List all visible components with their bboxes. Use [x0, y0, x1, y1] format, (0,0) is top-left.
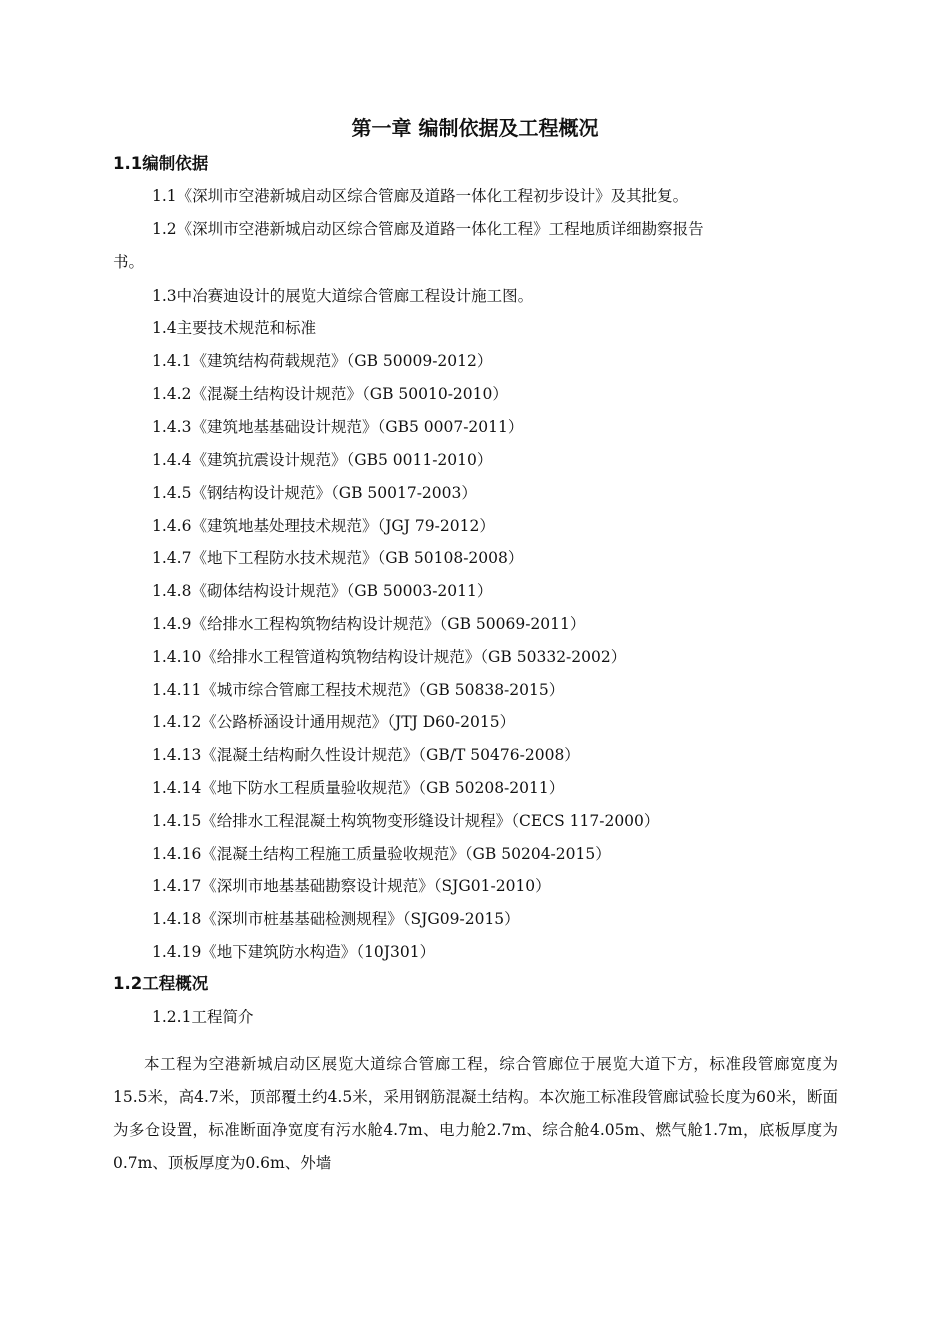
basis-item-3: 1.3中冶赛迪设计的展览大道综合管廊工程设计施工图。 [152, 287, 534, 305]
standard-item: 1.4.13《混凝土结构耐久性设计规范》（GB/T 50476-2008） [152, 746, 580, 764]
standard-item: 1.4.11《城市综合管廊工程技术规范》（GB 50838-2015） [152, 681, 565, 699]
standard-item: 1.4.16《混凝土结构工程施工质量验收规范》（GB 50204-2015） [152, 845, 611, 863]
standard-item: 1.4.2《混凝土结构设计规范》（GB 50010-2010） [152, 385, 508, 403]
standard-item: 1.4.8《砌体结构设计规范》（GB 50003-2011） [152, 582, 493, 600]
standard-item: 1.4.14《地下防水工程质量验收规范》（GB 50208-2011） [152, 779, 565, 797]
basis-item-4: 1.4主要技术规范和标准 [152, 319, 317, 337]
standard-item: 1.4.3《建筑地基基础设计规范》（GB5 0007-2011） [152, 418, 524, 436]
standard-item: 1.4.1《建筑结构荷载规范》（GB 50009-2012） [152, 352, 493, 370]
standard-item: 1.4.5《钢结构设计规范》（GB 50017-2003） [152, 484, 477, 502]
standard-item: 1.4.15《给排水工程混凝土构筑物变形缝设计规程》（CECS 117-2000） [152, 812, 660, 830]
standard-item: 1.4.19《地下建筑防水构造》（10J301） [152, 943, 436, 961]
chapter-title: 第一章 编制依据及工程概况 [351, 116, 599, 140]
basis-item-2-line-2: 书。 [113, 253, 145, 271]
standard-item: 1.4.6《建筑地基处理技术规范》（JGJ 79-2012） [152, 517, 495, 535]
project-intro-paragraph: 本工程为空港新城启动区展览大道综合管廊工程，综合管廊位于展览大道下方，标准段管廊宽度为15.5米，高4.7米，顶部覆土约4.5米，采用钢筋混凝土结构。本次施工标准段管廊试验长度为60米，断面为多仓设置，标准断面净宽度有污水舱4.7m、电力舱2.7m、综合舱4.05m、燃气舱1.7m，底板厚度为0.7m、顶板厚度为0.6m、外墙 [113, 1055, 838, 1172]
standard-item: 1.4.9《给排水工程构筑物结构设计规范》（GB 50069-2011） [152, 615, 586, 633]
standard-item: 1.4.10《给排水工程管道构筑物结构设计规范》（GB 50332-2002） [152, 648, 627, 666]
sub-heading-1-2-1: 1.2.1工程简介 [152, 1008, 254, 1026]
standard-item: 1.4.17《深圳市地基基础勘察设计规范》（SJG01-2010） [152, 877, 551, 895]
section-heading-1-1: 1.1编制依据 [113, 154, 209, 173]
standard-item: 1.4.4《建筑抗震设计规范》（GB5 0011-2010） [152, 451, 493, 469]
standard-item: 1.4.12《公路桥涵设计通用规范》（JTJ D60-2015） [152, 713, 516, 731]
section-heading-1-2: 1.2工程概况 [113, 974, 209, 993]
basis-item-1: 1.1《深圳市空港新城启动区综合管廊及道路一体化工程初步设计》及其批复。 [152, 187, 689, 205]
basis-item-2-line-1: 1.2《深圳市空港新城启动区综合管廊及道路一体化工程》工程地质详细勘察报告 [152, 220, 704, 238]
standard-item: 1.4.18《深圳市桩基基础检测规程》（SJG09-2015） [152, 910, 520, 928]
standard-item: 1.4.7《地下工程防水技术规范》（GB 50108-2008） [152, 549, 524, 567]
